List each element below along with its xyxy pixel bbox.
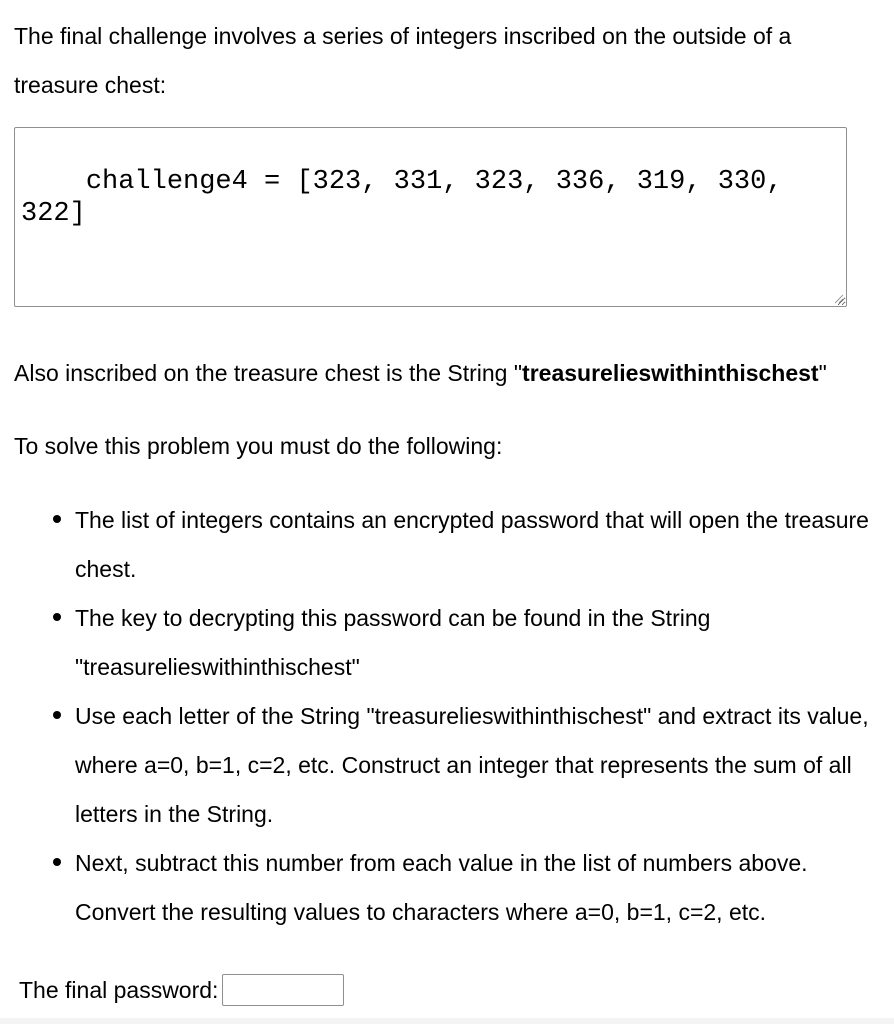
key-string-bold: treasurelieswithinthischest	[522, 360, 819, 386]
final-password-label: The final password:	[19, 977, 219, 1003]
bullet-icon	[53, 515, 61, 523]
step-text: Next, subtract this number from each value in the list of numbers above. Convert the resulting values to characters where a=0, b=1, c=2, etc.	[75, 850, 808, 925]
key-string-suffix: "	[818, 360, 827, 386]
challenge-code-text: challenge4 = [323, 331, 323, 336, 319, 330, 322]	[21, 167, 799, 229]
resize-grip-icon[interactable]	[834, 294, 844, 304]
list-item	[75, 839, 875, 937]
list-item	[75, 594, 875, 692]
final-password-row	[19, 973, 344, 1007]
bullet-icon	[53, 711, 61, 719]
step-text: The key to decrypting this password can be found in the String "treasurelieswithinthischest"	[75, 605, 711, 680]
key-string-prefix: Also inscribed on the treasure chest is the String "	[14, 360, 523, 386]
step-text: The list of integers contains an encrypted password that will open the treasure chest.	[75, 507, 869, 582]
instructions-heading: To solve this problem you must do the following:	[14, 433, 503, 459]
key-string-paragraph	[14, 355, 827, 391]
instruction-list	[75, 496, 875, 937]
step-text: Use each letter of the String "treasurelieswithinthischest" and extract its value, where a=0, b=1, c=2, etc. Construct an integer that represents the sum of all letters in the String.	[75, 703, 869, 827]
challenge-code-textarea[interactable]	[14, 127, 847, 307]
list-item	[75, 692, 875, 839]
page-bottom-edge	[0, 1018, 894, 1024]
list-item	[75, 496, 875, 594]
intro-text: The final challenge involves a series of integers inscribed on the outside of a treasure chest:	[14, 23, 792, 98]
bullet-icon	[53, 613, 61, 621]
bullet-icon	[53, 858, 61, 866]
final-password-input[interactable]	[222, 974, 344, 1006]
